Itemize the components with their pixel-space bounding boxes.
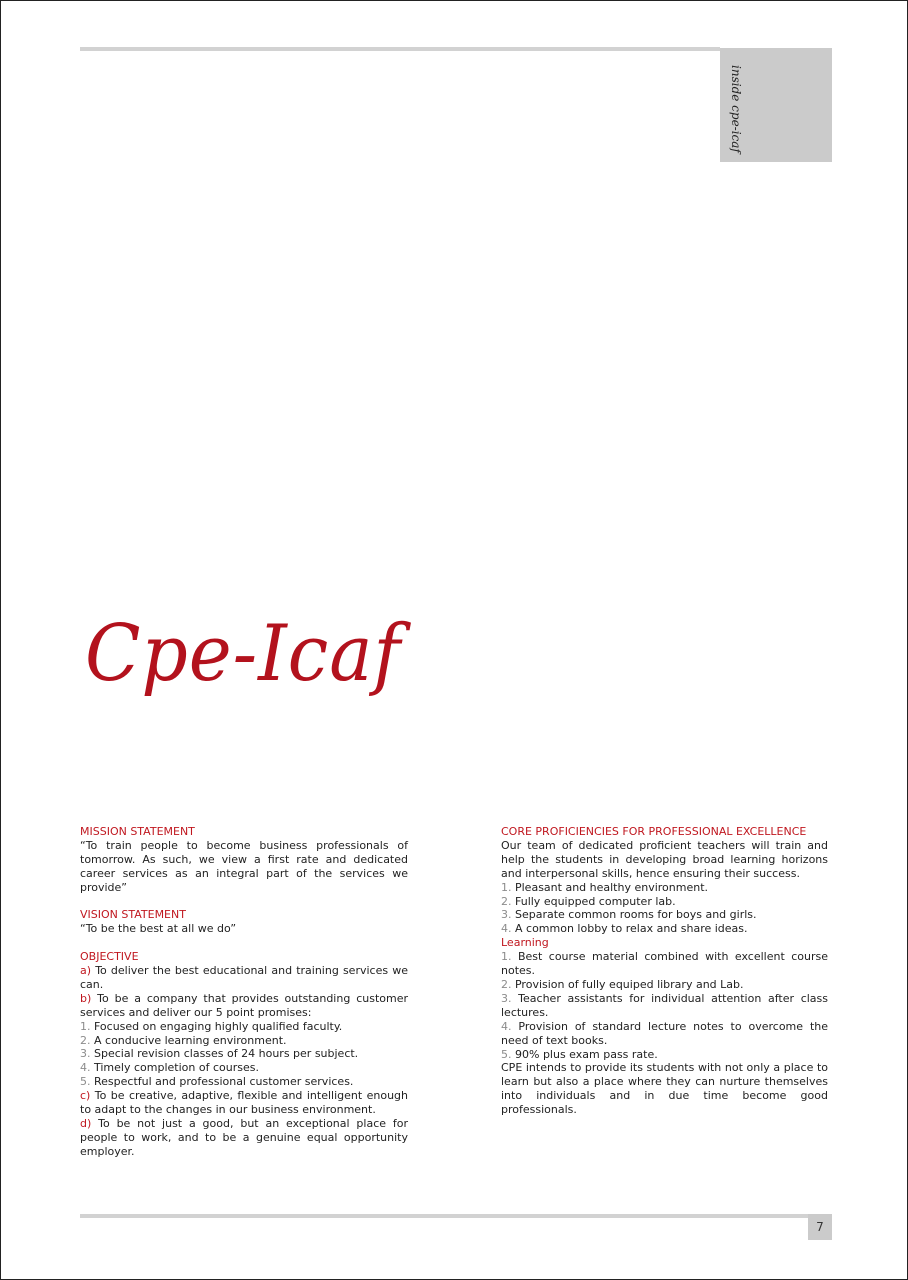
objective-text: To be creative, adaptive, flexible and intelligent enough to adapt to the changes in our business environment. — [80, 1089, 408, 1117]
objective-heading: OBJECTIVE — [80, 950, 139, 964]
learning-item — [501, 1020, 828, 1048]
learning-number: 1. — [501, 950, 512, 964]
objective-text: To be not just a good, but an exceptional place for people to work, and to be a genuine equal opportunity employer. — [80, 1117, 408, 1158]
core-number: 2. — [501, 894, 512, 908]
objective-marker: b) — [80, 991, 92, 1005]
objective-marker: a) — [80, 964, 92, 978]
cpe-icaf-logo: Cpe-Icaf — [85, 609, 402, 699]
objective-text: To be a company that provides outstanding customer services and deliver our 5 point promises: — [80, 991, 408, 1019]
objective-marker: c) — [80, 1089, 91, 1103]
core-item-text: A common lobby to relax and share ideas. — [511, 922, 748, 936]
core-number: 1. — [501, 880, 512, 894]
learning-number: 3. — [501, 991, 512, 1005]
vision-heading: VISION STATEMENT — [80, 908, 186, 922]
learning-number: 4. — [501, 1019, 512, 1033]
objective-marker: d) — [80, 1117, 92, 1130]
core-number: 4. — [501, 922, 512, 936]
promise-text: Focused on engaging highly qualified faculty. — [90, 1019, 343, 1033]
closing-text: CPE intends to provide its students with not only a place to learn but also a place where they can nurture themselves into individuals and in due time become good professionals. — [501, 1061, 828, 1117]
learning-heading: Learning — [501, 936, 549, 950]
mission-heading: MISSION STATEMENT — [80, 825, 195, 838]
learning-item — [501, 992, 828, 1020]
promise-number: 5. — [80, 1075, 91, 1089]
core-item-text: Pleasant and healthy environment. — [511, 880, 709, 894]
objective-item — [80, 1089, 408, 1117]
learning-number: 5. — [501, 1047, 512, 1061]
objective-item — [80, 1117, 408, 1159]
spacer — [80, 936, 408, 950]
promise-text: A conducive learning environment. — [90, 1033, 287, 1047]
side-tab-label: inside cpe-icaf — [729, 65, 743, 153]
learning-item-text: 90% plus exam pass rate. — [511, 1047, 658, 1061]
objective-text: To deliver the best educational and training services we can. — [80, 964, 408, 991]
promise-number: 2. — [80, 1033, 91, 1047]
core-item — [501, 881, 828, 895]
right-column — [501, 825, 828, 1117]
learning-item-text: Provision of standard lecture notes to overcome the need of text books. — [501, 1019, 828, 1047]
core-item — [501, 895, 828, 909]
promise-number: 3. — [80, 1047, 91, 1061]
objective-item — [80, 964, 408, 992]
promise-text: Respectful and professional customer services. — [90, 1075, 354, 1089]
bottom-rule — [80, 1214, 808, 1218]
core-number: 3. — [501, 908, 512, 922]
promise-item — [80, 1047, 408, 1061]
promise-item — [80, 1061, 408, 1075]
objective-item — [80, 992, 408, 1020]
spacer — [80, 895, 408, 909]
learning-item-text: Teacher assistants for individual attention after class lectures. — [501, 991, 828, 1019]
promise-item — [80, 1020, 408, 1034]
learning-item — [501, 950, 828, 978]
promise-item — [80, 1034, 408, 1048]
mission-text: “To train people to become business professionals of tomorrow. As such, we view a first rate and dedicated career services as an integral part of the services we provide” — [80, 838, 408, 894]
core-item-text: Fully equipped computer lab. — [511, 894, 676, 908]
learning-item-text: Best course material combined with excellent course notes. — [501, 950, 828, 978]
core-item-text: Separate common rooms for boys and girls. — [511, 908, 757, 922]
core-text: Our team of dedicated proficient teachers will train and help the students in developing broad learning horizons and interpersonal skills, hence ensuring their success. — [501, 838, 828, 880]
promise-number: 4. — [80, 1061, 91, 1075]
promise-number: 1. — [80, 1019, 91, 1033]
core-item — [501, 922, 828, 936]
learning-item-text: Provision of fully equiped library and Lab. — [511, 977, 744, 991]
learning-item — [501, 978, 828, 992]
promise-text: Timely completion of courses. — [90, 1061, 259, 1075]
learning-item — [501, 1048, 828, 1062]
vision-text: “To be the best at all we do” — [80, 922, 237, 936]
promise-item — [80, 1075, 408, 1089]
core-item — [501, 908, 828, 922]
top-rule — [80, 47, 720, 51]
left-column — [80, 825, 408, 1159]
learning-number: 2. — [501, 977, 512, 991]
core-heading: CORE PROFICIENCIES FOR PROFESSIONAL EXCELLENCE — [501, 825, 807, 838]
promise-text: Special revision classes of 24 hours per subject. — [90, 1047, 359, 1061]
page-number: 7 — [808, 1214, 832, 1240]
